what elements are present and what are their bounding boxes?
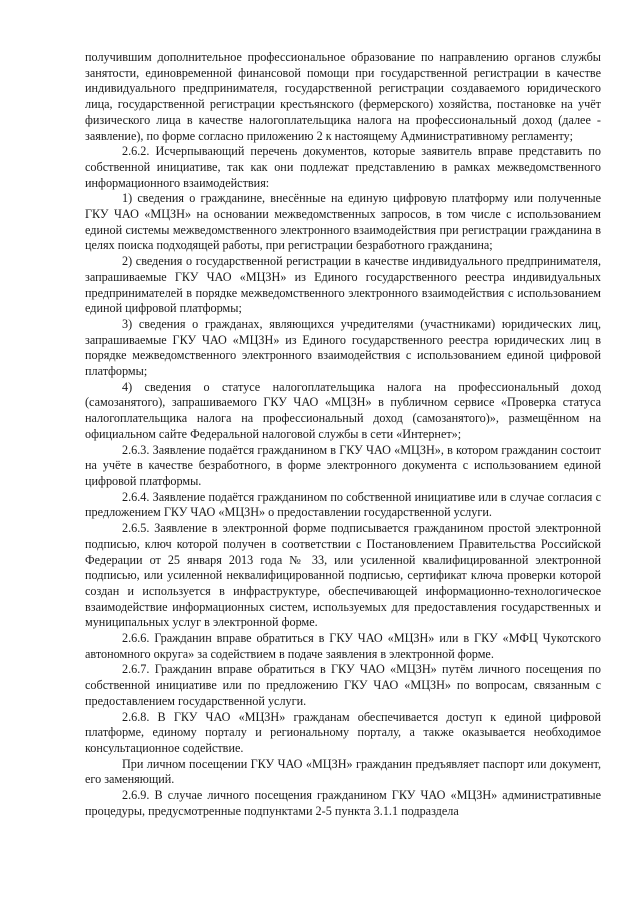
document-page	[85, 50, 601, 819]
paragraph: 2.6.9. В случае личного посещения гражданином ГКУ ЧАО «МЦЗН» административные процедуры, предусмотренные подпунктами 2-5 пункта 3.1.1 подраздела	[85, 788, 601, 818]
paragraph: 2.6.2. Исчерпывающий перечень документов, которые заявитель вправе представить по собственной инициативе, так как они подлежат представлению в рамках межведомственного информационного взаимодействия:	[85, 144, 601, 190]
paragraph: 2.6.3. Заявление подаётся гражданином в ГКУ ЧАО «МЦЗН», в котором гражданин состоит на учёте в качестве безработного, в форме электронного документа с использованием единой цифровой платформы.	[85, 442, 601, 488]
paragraph: 2.6.5. Заявление в электронной форме подписывается гражданином простой электронной подписью, ключ которой получен в соответствии с Постановлением Правительства Российской Федерации от 25 января 2013 года № 33, или усиленной квалифицированной электронной подписью, или усиленной неквалифицированной подписью, сертификат ключа проверки которой создан и используется в инфраструктуре, обеспечивающей информационно-технологическое взаимодействие информационных систем, используемых для предоставления государственных и муниципальных услуг в электронной форме.	[85, 521, 601, 630]
paragraph: При личном посещении ГКУ ЧАО «МЦЗН» гражданин предъявляет паспорт или документ, его заменяющий.	[85, 756, 601, 787]
paragraph: 2) сведения о государственной регистрации в качестве индивидуального предпринимателя, запрашиваемые ГКУ ЧАО «МЦЗН» из Единого государственного реестра индивидуальных предпринимателей в порядке межведомственного электронного взаимодействия с использованием единой цифровой платформы;	[85, 254, 601, 316]
paragraph: 4) сведения о статусе налогоплательщика налога на профессиональный доход (самозанятого), запрашиваемого ГКУ ЧАО «МЦЗН» в публичном сервисе «Проверка статуса налогоплательщика налога на профессиональный доход (самозанятого)», размещённом на официальном сайте Федеральной налоговой службы в сети «Интернет»;	[85, 379, 601, 441]
paragraph: 2.6.8. В ГКУ ЧАО «МЦЗН» гражданам обеспечивается доступ к единой цифровой платформе, единому порталу и региональному порталу, а также оказывается необходимое консультационное содействие.	[85, 709, 601, 755]
paragraph: 3) сведения о гражданах, являющихся учредителями (участниками) юридических лиц, запрашиваемые ГКУ ЧАО «МЦЗН» из Единого государственного реестра юридических лиц в порядке межведомственного электронного взаимодействия с использованием единой цифровой платформы;	[85, 316, 601, 379]
paragraph: 2.6.4. Заявление подаётся гражданином по собственной инициативе или в случае согласия с предложением ГКУ ЧАО «МЦЗН» о предоставлении государственной услуги.	[85, 489, 601, 520]
paragraph: 2.6.6. Гражданин вправе обратиться в ГКУ ЧАО «МЦЗН» или в ГКУ «МФЦ Чукотского автономного округа» за содействием в подаче заявления в электронной форме.	[85, 631, 601, 661]
paragraph: получившим дополнительное профессиональное образование по направлению органов службы занятости, единовременной финансовой помощи при государственной регистрации в качестве индивидуального предпринимателя, государственной регистрации создаваемого юридического лица, государственной регистрации крестьянского (фермерского) хозяйства, постановке на учёт физического лица в качестве налогоплательщика налога на профессиональный доход (далее - заявление), по форме согласно приложению 2 к настоящему Административному регламенту;	[85, 50, 601, 143]
paragraph: 2.6.7. Гражданин вправе обратиться в ГКУ ЧАО «МЦЗН» путём личного посещения по собственной инициативе или по предложению ГКУ ЧАО «МЦЗН» по вопросам, связанным с предоставлением государственной услуги.	[85, 662, 601, 708]
paragraph: 1) сведения о гражданине, внесённые на единую цифровую платформу или полученные ГКУ ЧАО «МЦЗН» на основании межведомственных запросов, в том числе с использованием единой системы межведомственного электронного взаимодействия при регистрации гражданина в целях поиска подходящей работы, при регистрации безработного гражданина;	[85, 191, 601, 253]
